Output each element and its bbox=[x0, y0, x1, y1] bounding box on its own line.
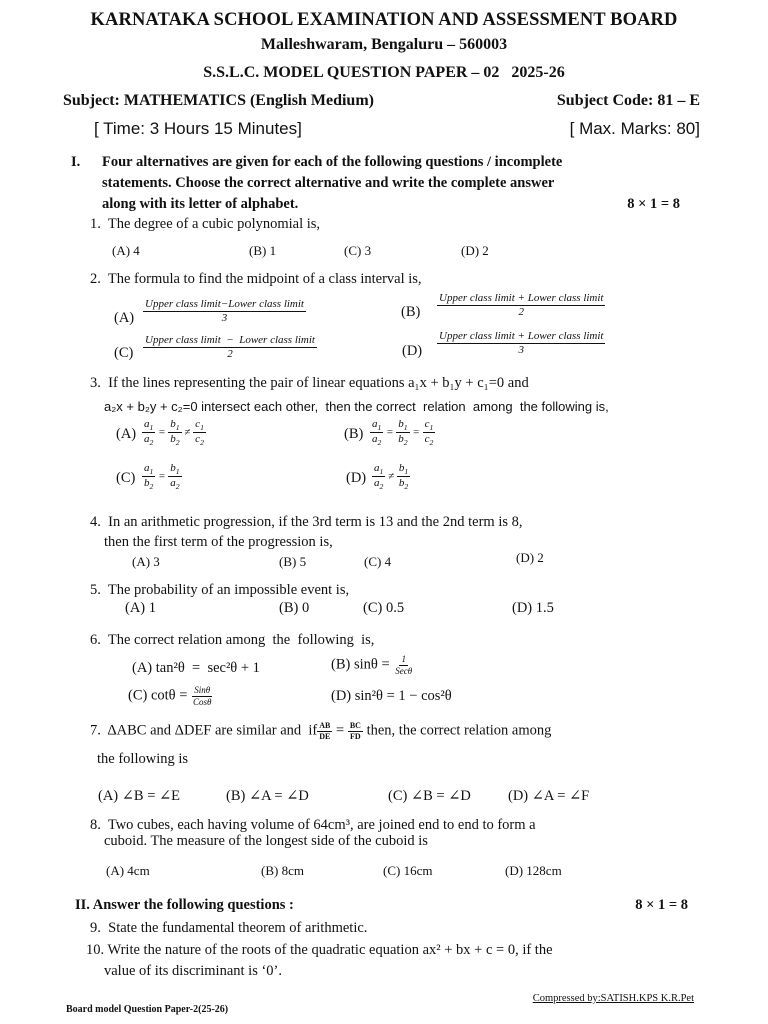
q3-option-c-label: (C) bbox=[116, 470, 136, 486]
q6-option-d: (D) sin²θ = 1 − cos²θ bbox=[331, 688, 452, 704]
q6-option-b-prefix: (B) sinθ = bbox=[331, 656, 390, 673]
q2-option-c-label: (C) bbox=[114, 345, 134, 361]
q2-option-c-fraction bbox=[143, 334, 317, 361]
q6-option-b bbox=[331, 654, 414, 677]
q3-option-c-expression: $\frac{a_1}{b_2}$ = $\frac{b_1}{a_2}$ bbox=[144, 462, 180, 492]
q1-option-c: (C) 3 bbox=[344, 243, 372, 258]
q3-option-a-label: (A) bbox=[116, 426, 137, 442]
q9-text: 9. State the fundamental theorem of arithmetic. bbox=[90, 920, 368, 936]
section1-instruction-line2: statements. Choose the correct alternative and write the complete answer bbox=[102, 175, 555, 191]
q4-option-d: (D) 2 bbox=[516, 550, 544, 565]
q2-text: 2. The formula to find the midpoint of a class interval is, bbox=[90, 271, 422, 287]
q7-fraction2-num: BC bbox=[349, 721, 361, 730]
q7-option-d: (D) ∠A = ∠F bbox=[508, 788, 590, 804]
q2-option-b-label: (B) bbox=[401, 304, 421, 320]
q3-option-a-expression: $\frac{a_1}{a_2}$ = $\frac{b_1}{b_2}$ ≠ $\frac{c_1}{c_2}$ bbox=[144, 418, 204, 448]
q1-option-d: (D) 2 bbox=[461, 243, 489, 258]
q5-option-a: (A) 1 bbox=[125, 600, 157, 616]
q5-option-d: (D) 1.5 bbox=[512, 600, 554, 616]
q6-option-c-prefix: (C) cotθ = bbox=[128, 687, 188, 704]
max-marks: [ Max. Marks: 80] bbox=[569, 119, 700, 138]
q8-option-a: (A) 4cm bbox=[106, 863, 150, 878]
q5-option-b: (B) 0 bbox=[279, 600, 310, 616]
q7-fraction1-num: AB bbox=[319, 721, 331, 730]
q2-c-numerator: Upper class limit − Lower class limit bbox=[143, 334, 317, 348]
q3-text-line1: 3. If the lines representing the pair of linear equations a₁x + b₁y + c₁=0 and bbox=[90, 375, 529, 391]
q3-option-d-label: (D) bbox=[346, 470, 367, 486]
section2-title: II. Answer the following questions : bbox=[75, 897, 294, 913]
q6-b-numerator: 1 bbox=[401, 654, 406, 664]
q2-option-d-label: (D) bbox=[402, 343, 423, 359]
q4-text-line2: then the first term of the progression is, bbox=[104, 534, 333, 550]
q7-text-line2: the following is bbox=[97, 751, 189, 767]
q6-b-denominator: Secθ bbox=[395, 665, 413, 676]
section1-instruction-line1: Four alternatives are given for each of the following questions / incomplete bbox=[102, 154, 563, 170]
q2-a-numerator: Upper class limit−Lower class limit bbox=[143, 298, 306, 312]
q4-text-line1: 4. In an arithmetic progression, if the 3rd term is 13 and the 2nd term is 8, bbox=[90, 514, 523, 530]
time-allowed: [ Time: 3 Hours 15 Minutes] bbox=[94, 119, 302, 138]
q6-c-denominator: Cosθ bbox=[193, 696, 212, 707]
q3-option-b-label: (B) bbox=[344, 426, 364, 442]
q2-option-b-fraction bbox=[437, 292, 605, 319]
q7-fraction1-den: DE bbox=[319, 731, 331, 741]
q7-option-b: (B) ∠A = ∠D bbox=[226, 788, 309, 804]
q8-option-d: (D) 128cm bbox=[505, 863, 562, 878]
q10-text-line1: 10. Write the nature of the roots of the quadratic equation ax² + bx + c = 0, if the bbox=[86, 942, 553, 958]
footer-left: Board model Question Paper-2(25-26) bbox=[66, 1004, 229, 1015]
q8-text-line2: cuboid. The measure of the longest side of the cuboid is bbox=[104, 833, 428, 849]
q8-text-line1: 8. Two cubes, each having volume of 64cm³, are joined end to end to form a bbox=[90, 817, 536, 833]
q3-option-d-expression: $\frac{a_1}{a_2}$ ≠ $\frac{b_1}{b_2}$ bbox=[374, 462, 409, 492]
q8-option-b: (B) 8cm bbox=[261, 863, 304, 878]
q7-text-suffix: then, the correct relation among bbox=[366, 722, 552, 739]
q4-option-c: (C) 4 bbox=[364, 554, 392, 569]
q7-text: 7. ΔABC and ΔDEF are similar and if $\frac{AB}{DE}$ = $\frac{BC}{FD}$ then, the correct relation among bbox=[90, 721, 552, 741]
section2-marks: 8 × 1 = 8 bbox=[635, 897, 688, 913]
board-address: Malleshwaram, Bengaluru – 560003 bbox=[260, 36, 508, 53]
subject-code: Subject Code: 81 – E bbox=[556, 92, 700, 109]
q6-text: 6. The correct relation among the following is, bbox=[90, 632, 375, 648]
q3-option-b-expression: $\frac{a_1}{a_2}$ = $\frac{b_1}{b_2}$ = $\frac{c_1}{c_2}$ bbox=[372, 418, 434, 448]
q2-b-numerator: Upper class limit + Lower class limit bbox=[437, 292, 605, 306]
q1-option-a: (A) 4 bbox=[112, 243, 140, 258]
q2-option-d-fraction bbox=[437, 330, 605, 357]
board-title: KARNATAKA SCHOOL EXAMINATION AND ASSESSMENT BOARD bbox=[90, 10, 678, 30]
footer-right: Compressed by:SATISH.KPS K.R.Pet bbox=[532, 993, 694, 1004]
q3-text-line2: a₂x + b₂y + c₂=0 intersect each other, then the correct relation among the following is, bbox=[104, 399, 609, 414]
section1-marks: 8 × 1 = 8 bbox=[627, 196, 680, 212]
q2-a-denominator: 3 bbox=[221, 312, 228, 325]
q2-d-denominator: 3 bbox=[518, 344, 524, 357]
q7-option-a: (A) ∠B = ∠E bbox=[98, 788, 181, 804]
q6-option-a: (A) tan²θ = sec²θ + 1 bbox=[132, 660, 260, 676]
q2-b-denominator: 2 bbox=[518, 306, 524, 319]
q1-option-b: (B) 1 bbox=[249, 243, 277, 258]
q6-option-c bbox=[128, 685, 213, 708]
q10-text-line2: value of its discriminant is ‘0’. bbox=[104, 963, 282, 979]
q7-option-c: (C) ∠B = ∠D bbox=[388, 788, 471, 804]
q4-option-a: (A) 3 bbox=[132, 554, 160, 569]
q6-c-numerator: Sinθ bbox=[194, 685, 211, 695]
q2-c-denominator: 2 bbox=[227, 348, 233, 361]
q7-text-prefix: 7. ΔABC and ΔDEF are similar and if bbox=[90, 722, 318, 739]
q2-option-a-fraction bbox=[143, 298, 306, 325]
q5-option-c: (C) 0.5 bbox=[363, 600, 405, 616]
q8-option-c: (C) 16cm bbox=[383, 863, 433, 878]
q2-d-numerator: Upper class limit + Lower class limit bbox=[437, 330, 605, 344]
section1-instruction-line3: along with its letter of alphabet. bbox=[102, 196, 299, 212]
q2-option-a-label: (A) bbox=[114, 310, 135, 326]
subject-label: Subject: MATHEMATICS (English Medium) bbox=[63, 92, 374, 109]
q7-fraction2-den: FD bbox=[350, 731, 361, 741]
section1-number: I. bbox=[71, 154, 81, 170]
paper-title: S.S.L.C. MODEL QUESTION PAPER – 02 2025-26 bbox=[203, 64, 565, 81]
q1-text: 1. The degree of a cubic polynomial is, bbox=[90, 216, 321, 232]
q4-option-b: (B) 5 bbox=[279, 554, 307, 569]
q5-text: 5. The probability of an impossible event is, bbox=[90, 582, 350, 598]
